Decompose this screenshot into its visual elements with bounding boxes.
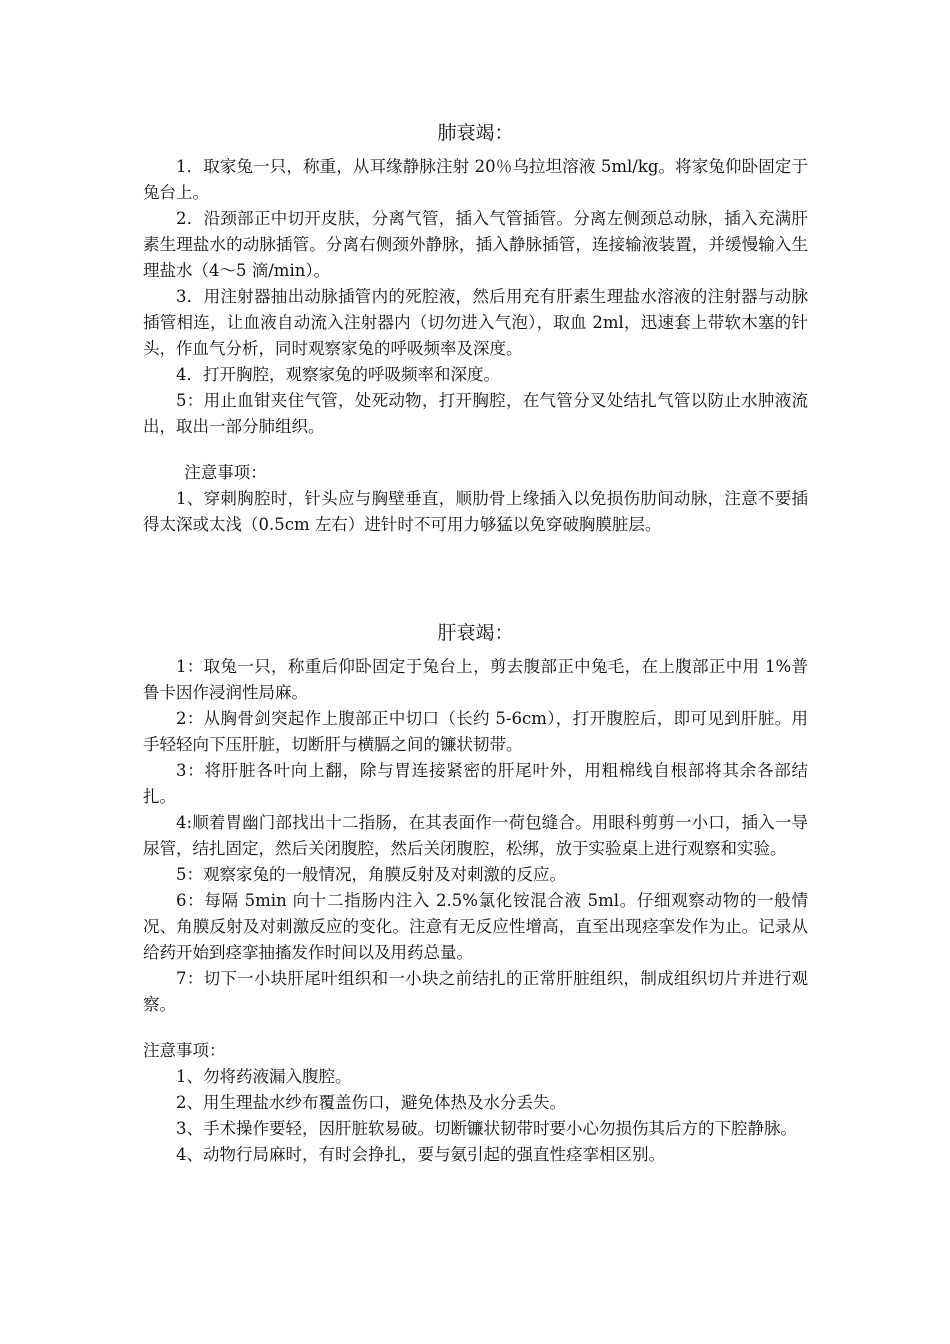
- liver-step-7: 7：切下一小块肝尾叶组织和一小块之前结扎的正常肝脏组织，制成组织切片并进行观察。: [143, 969, 808, 1014]
- liver-step-1: 1：取兔一只，称重后仰卧固定于兔台上，剪去腹部正中兔毛，在上腹部正中用 1%普鲁卡因作浸润性局麻。: [143, 657, 808, 702]
- liver-note-4: 4、动物行局麻时，有时会挣扎，要与氨引起的强直性痉挛相区别。: [176, 1145, 665, 1164]
- lung-step-3: 3．用注射器抽出动脉插管内的死腔液，然后用充有肝素生理盐水溶液的注射器与动脉插管相连，让血液自动流入注射器内（切勿进入气泡），取血 2ml，迅速套上带软木塞的针头，作血气分析，同时观察家兔的呼吸频率及深度。: [143, 287, 808, 358]
- liver-note-3: 3、手术操作要轻，因肝脏软易破。切断镰状韧带时要小心勿损伤其后方的下腔静脉。: [176, 1119, 797, 1138]
- lung-failure-section: [143, 118, 808, 538]
- liver-step-2: 2：从胸骨剑突起作上腹部正中切口（长约 5-6cm），打开腹腔后，即可见到肝脏。用手轻轻向下压肝脏，切断肝与横膈之间的镰状韧带。: [143, 709, 808, 754]
- liver-failure-title: 肝衰竭：: [437, 622, 514, 644]
- lung-step-2: 2．沿颈部正中切开皮肤，分离气管，插入气管插管。分离左侧颈总动脉，插入充满肝素生理盐水的动脉插管。分离右侧颈外静脉，插入静脉插管，连接输液装置，并缓慢输入生理盐水（4～5 滴/min）。: [143, 209, 808, 280]
- liver-note-1: 1、勿将药液漏入腹腔。: [176, 1067, 352, 1086]
- lung-notes-title: 注意事项：: [184, 463, 267, 482]
- lung-step-5: 5：用止血钳夹住气管，处死动物，打开胸腔，在气管分叉处结扎气管以防止水肿液流出，取出一部分肺组织。: [143, 391, 808, 436]
- lung-step-1: 1．取家兔一只，称重，从耳缘静脉注射 20％乌拉坦溶液 5ml/kg。将家兔仰卧固定于兔台上。: [143, 157, 808, 202]
- liver-notes-title: 注意事项：: [143, 1041, 226, 1060]
- liver-step-5: 5：观察家兔的一般情况，角膜反射及对刺激的反应。: [176, 865, 566, 884]
- liver-step-3: 3：将肝脏各叶向上翻，除与胃连接紧密的肝尾叶外，用粗棉线自根部将其余各部结扎。: [143, 761, 808, 806]
- lung-step-4: 4．打开胸腔，观察家兔的呼吸频率和深度。: [176, 365, 500, 384]
- liver-note-2: 2、用生理盐水纱布覆盖伤口，避免体热及水分丢失。: [176, 1093, 566, 1112]
- lung-note-1: 1、穿刺胸腔时，针头应与胸壁垂直，顺肋骨上缘插入以免损伤肋间动脉，注意不要插得太深或太浅（0.5cm 左右）进针时不可用力够猛以免穿破胸膜脏层。: [143, 489, 808, 534]
- lung-failure-title: 肺衰竭：: [437, 122, 514, 144]
- liver-step-6: 6：每隔 5min 向十二指肠内注入 2.5%氯化铵混合液 5ml。仔细观察动物的一般情况、角膜反射及对刺激反应的变化。注意有无反应性增高，直至出现痉挛发作为止。记录从给药开始到痉挛抽搐发作时间以及用药总量。: [143, 891, 808, 962]
- liver-step-4: 4:顺着胃幽门部找出十二指肠，在其表面作一荷包缝合。用眼科剪剪一小口，插入一导尿管，结扎固定，然后关闭腹腔，然后关闭腹腔，松绑，放于实验桌上进行观察和实验。: [143, 813, 808, 858]
- liver-failure-section: [143, 618, 808, 1168]
